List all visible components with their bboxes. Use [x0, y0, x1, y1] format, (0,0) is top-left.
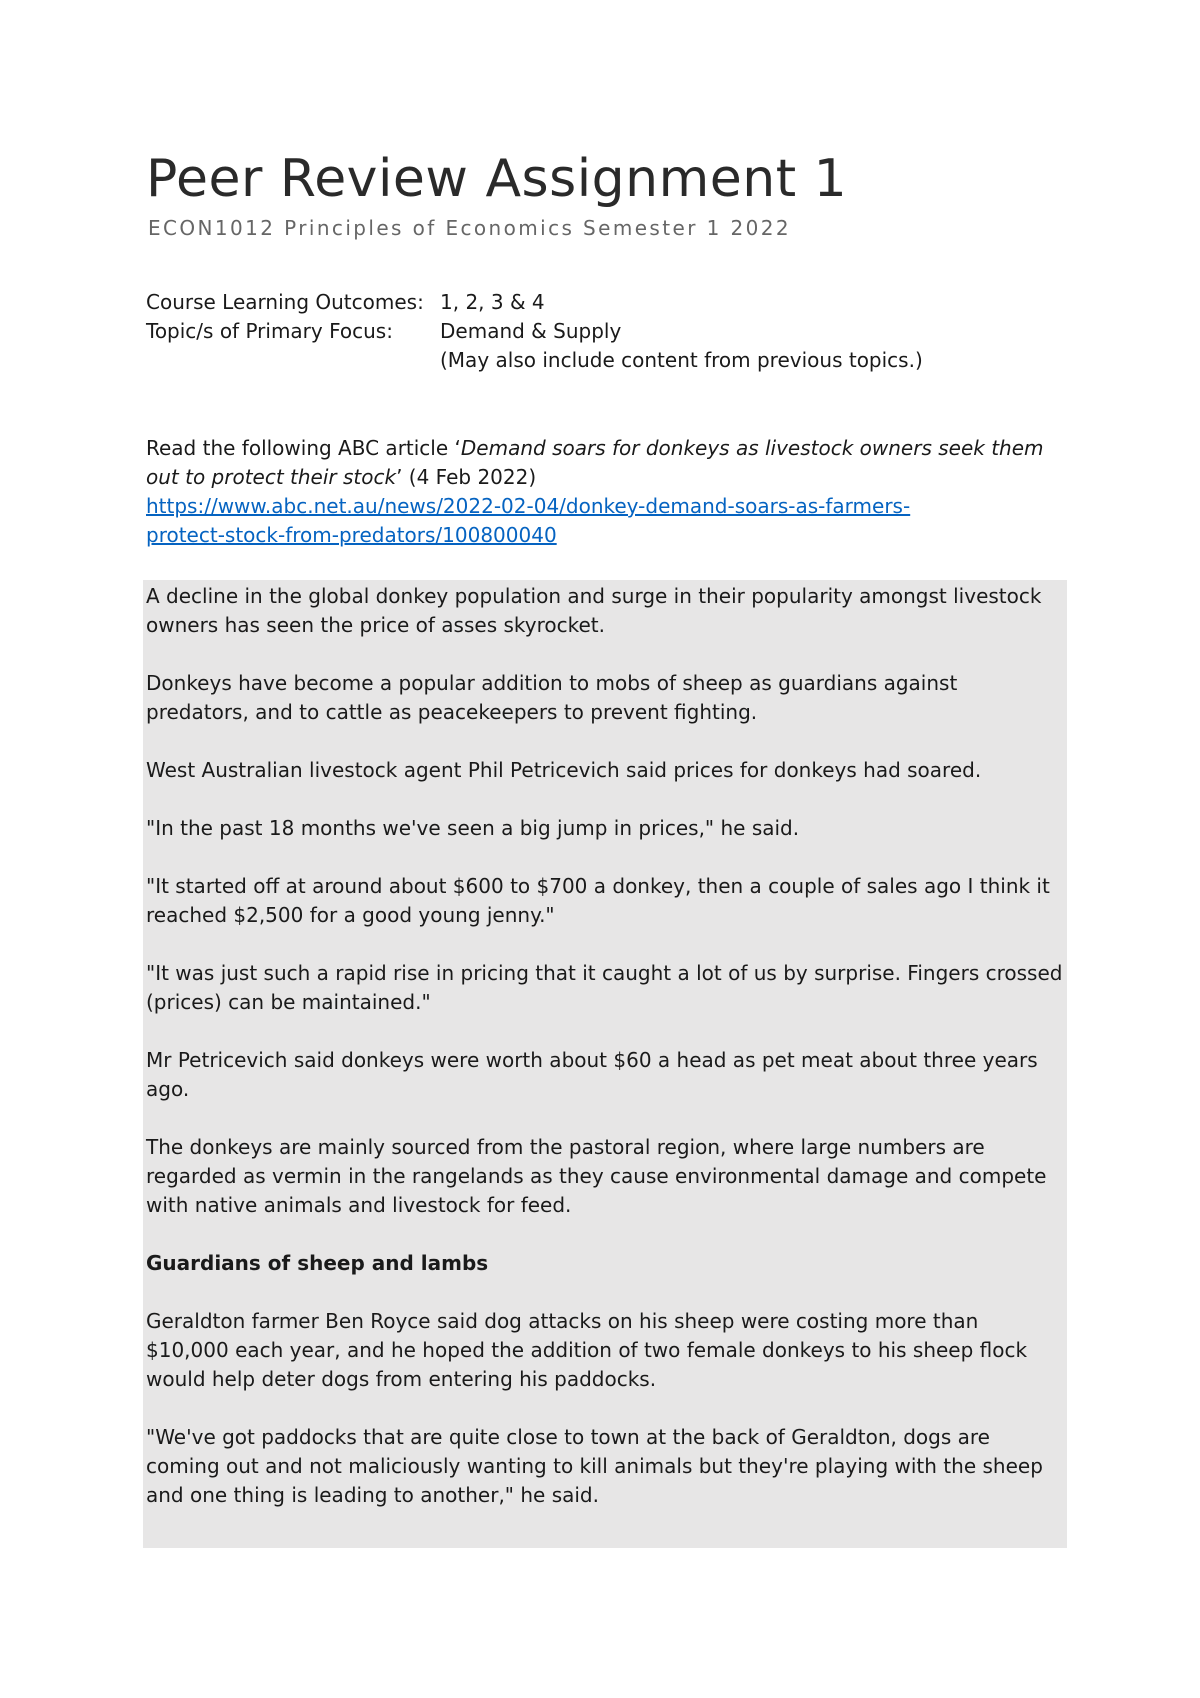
meta-row-outcomes: [146, 288, 923, 317]
intro-trail: ’ (4 Feb 2022): [396, 465, 537, 489]
document-title: Peer Review Assignment 1: [146, 149, 848, 209]
article-link-line-2[interactable]: protect-stock-from-predators/100800040: [146, 523, 557, 547]
article-intro: [146, 434, 1066, 550]
article-paragraph: Mr Petricevich said donkeys were worth about $60 a head as pet meat about three years ago.: [146, 1048, 1038, 1101]
intro-article-title: Demand soars for donkeys as livestock owners seek them out to protect their stock: [146, 436, 1044, 489]
meta-value-outcomes: 1, 2, 3 & 4: [440, 290, 545, 314]
article-paragraph: "In the past 18 months we've seen a big jump in prices," he said.: [146, 816, 800, 840]
meta-label-topics: Topic/s of Primary Focus:: [146, 319, 393, 343]
meta-label-empty: [146, 346, 440, 375]
meta-row-note: [146, 346, 923, 375]
article-subheading: Guardians of sheep and lambs: [146, 1251, 489, 1275]
article-paragraph: West Australian livestock agent Phil Petricevich said prices for donkeys had soared.: [146, 758, 982, 782]
article-paragraph: "We've got paddocks that are quite close to town at the back of Geraldton, dogs are coming out and not maliciously wanting to kill animals but they're playing with the sheep and one thing is leading to another," he said.: [146, 1425, 1043, 1507]
meta-value-note: (May also include content from previous topics.): [440, 348, 923, 372]
article-paragraph: The donkeys are mainly sourced from the pastoral region, where large numbers are regarded as vermin in the rangelands as they cause environmental damage and compete with native animals and livestock for feed.: [146, 1135, 1047, 1217]
meta-value-topics: Demand & Supply: [440, 319, 622, 343]
article-link-line-1[interactable]: https://www.abc.net.au/news/2022-02-04/donkey-demand-soars-as-farmers-: [146, 494, 911, 518]
document-subtitle: ECON1012 Principles of Economics Semester 1 2022: [148, 216, 791, 240]
meta-label-outcomes: Course Learning Outcomes:: [146, 290, 424, 314]
article-paragraph: "It started off at around about $600 to $700 a donkey, then a couple of sales ago I think it reached $2,500 for a good young jenny.": [146, 874, 1050, 927]
course-meta: [146, 288, 923, 375]
meta-row-topics: [146, 317, 923, 346]
article-paragraph: "It was just such a rapid rise in pricing that it caught a lot of us by surprise. Fingers crossed (prices) can be maintained.": [146, 961, 1063, 1014]
article-paragraph: A decline in the global donkey population and surge in their popularity amongst livestock owners has seen the price of asses skyrocket.: [146, 584, 1042, 637]
article-paragraph: Donkeys have become a popular addition to mobs of sheep as guardians against predators, and to cattle as peacekeepers to prevent fighting.: [146, 671, 958, 724]
article-excerpt-box: [143, 580, 1067, 1548]
article-paragraph: Geraldton farmer Ben Royce said dog attacks on his sheep were costing more than $10,000 each year, and he hoped the addition of two female donkeys to his sheep flock would help deter dogs from entering his paddocks.: [146, 1309, 1028, 1391]
intro-lead: Read the following ABC article ‘: [146, 436, 461, 460]
